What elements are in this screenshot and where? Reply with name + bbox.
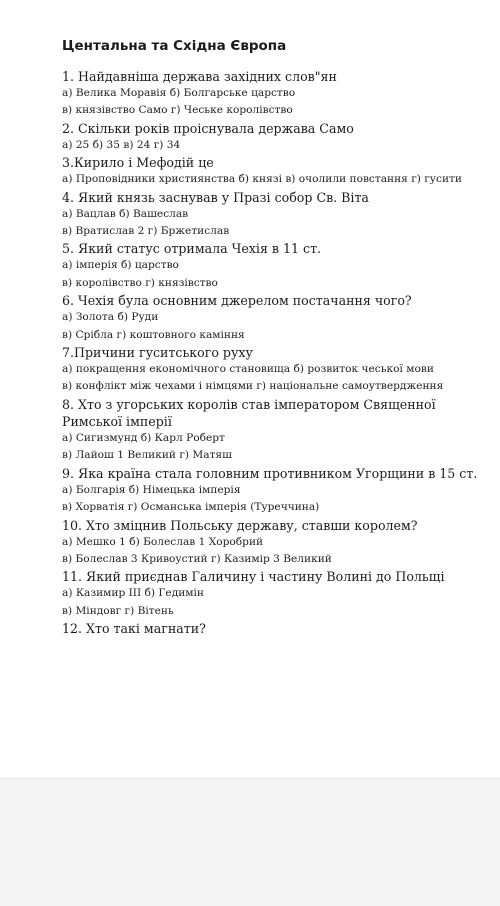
- question-11: [62, 568, 494, 620]
- question-8: [62, 396, 494, 465]
- answer-options-line: а) Казимир ІІІ б) Гедимін: [62, 587, 204, 600]
- answer-options-line: в) конфлікт між чехами і німцями г) національне самоутвердження: [62, 380, 444, 393]
- page-bottom-margin: [0, 778, 500, 906]
- question-text: 3.Кирило і Мефодій це: [62, 155, 214, 171]
- answer-options-line: в) Хорватія г) Османська імперія (Туреччина): [62, 501, 320, 514]
- question-text: 11. Який приєднав Галичину і частину Волині до Польщі: [62, 569, 445, 585]
- question-text: 7.Причини гуситського руху: [62, 345, 253, 361]
- question-1: [62, 68, 494, 120]
- question-12: [62, 620, 494, 637]
- document-title: Центальна та Східна Європа: [62, 38, 287, 54]
- question-text: 6. Чехія була основним джерелом постачання чого?: [62, 293, 412, 309]
- answer-options-line: в) князівство Само г) Чеське королівство: [62, 104, 293, 117]
- question-text: 10. Хто зміцнив Польську державу, ставши королем?: [62, 517, 418, 533]
- question-text: 2. Скільки років проіснувала держава Само: [62, 120, 354, 136]
- answer-options-line: в) Лайош 1 Великий г) Матяш: [62, 449, 232, 462]
- question-5: [62, 240, 494, 292]
- answer-options-line: в) Вратислав 2 г) Бржетислав: [62, 225, 230, 238]
- question-6: [62, 292, 494, 344]
- answer-options-line: а) Золота б) Руди: [62, 311, 159, 324]
- question-9: [62, 465, 494, 517]
- answer-options-line: а) 25 б) 35 в) 24 г) 34: [62, 138, 181, 151]
- answer-options-line: в) королівство г) князівство: [62, 276, 218, 289]
- answer-options-line: а) Велика Моравія б) Болгарське царство: [62, 87, 296, 99]
- answer-options-line: а) Вацлав б) Вашеслав: [62, 207, 189, 220]
- question-text: 5. Який статус отримала Чехія в 11 ст.: [62, 241, 322, 257]
- answer-options-line: а) Сигизмунд б) Карл Роберт: [62, 431, 225, 444]
- question-text: 12. Хто такі магнати?: [62, 621, 206, 637]
- question-text: 4. Який князь заснував у Празі собор Св. Віта: [62, 189, 369, 205]
- answer-options-line: в) Срібла г) коштовного каміння: [62, 328, 245, 341]
- answer-options-line: а) імперія б) царство: [62, 259, 179, 272]
- answer-options-line: а) покращення економічного становища б) розвиток чеської мови: [62, 363, 434, 376]
- question-10: [62, 517, 494, 569]
- answer-options-line: а) Проповідники християнства б) князі в) очолили повстання г) гусити: [62, 173, 462, 186]
- answer-options-line: в) Міндовг г) Вітень: [62, 604, 174, 617]
- question-text: 9. Яка країна стала головним противником Угорщини в 15 ст.: [62, 465, 478, 481]
- question-7: [62, 344, 494, 396]
- answer-options-line: а) Болгарія б) Німецька імперія: [62, 483, 241, 496]
- question-text: 1. Найдавніша держава західних слов"ян: [62, 69, 337, 84]
- question-list: [62, 68, 494, 637]
- question-3: [62, 154, 494, 188]
- answer-options-line: а) Мешко 1 б) Болеслав 1 Хоробрий: [62, 535, 264, 548]
- answer-options-line: в) Болеслав 3 Кривоустий г) Казимір 3 Великий: [62, 552, 332, 565]
- question-4: [62, 189, 494, 241]
- question-2: [62, 120, 494, 154]
- question-text: 8. Хто з угорських королів став імператором Священної Римської імперії: [62, 396, 436, 429]
